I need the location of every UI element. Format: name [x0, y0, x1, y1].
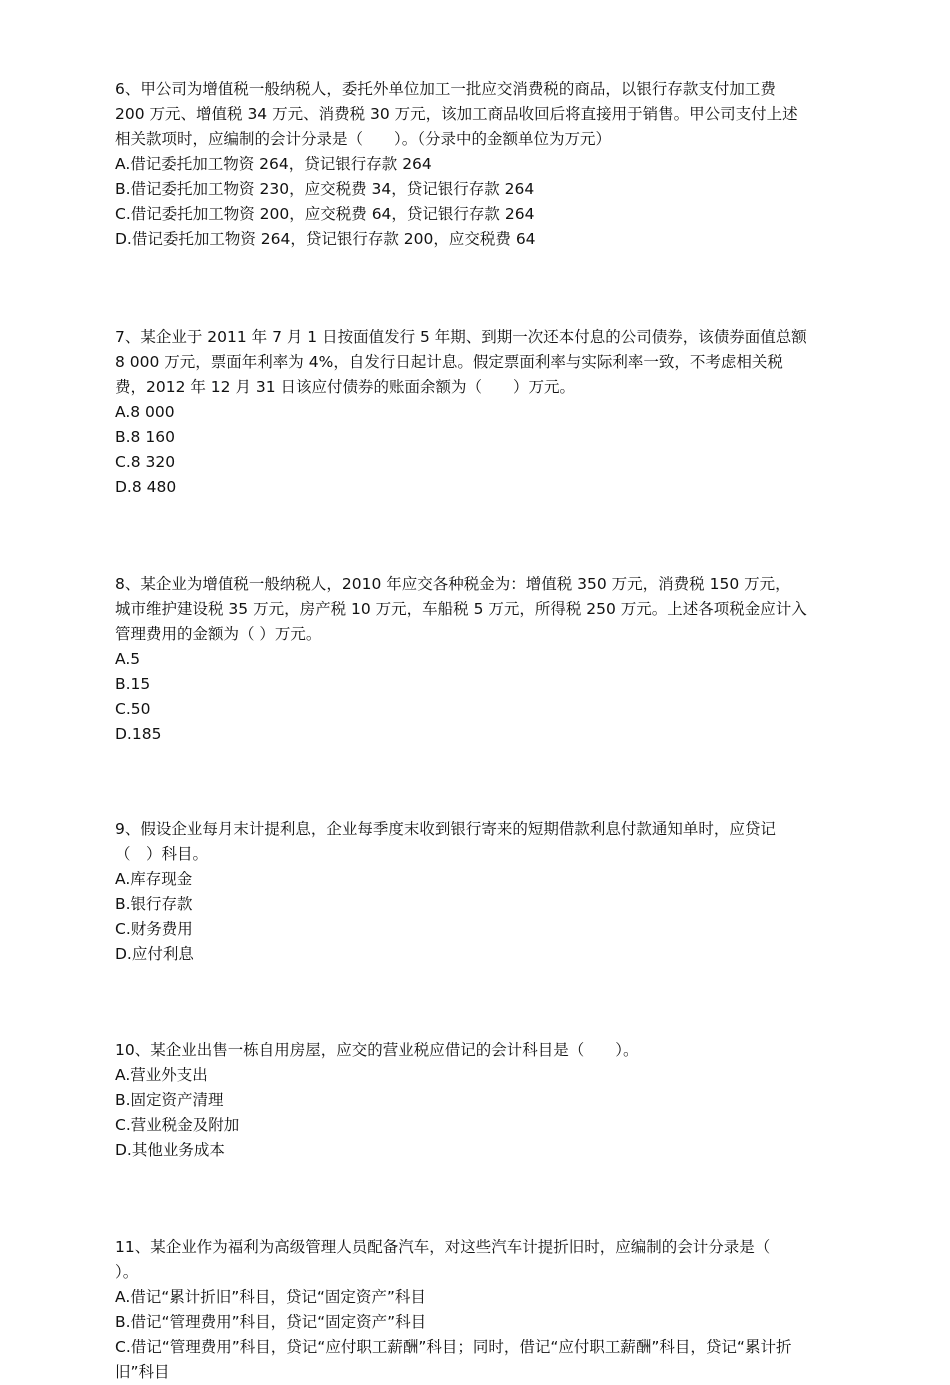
- document-page: [115, 77, 840, 1385]
- question-stem-line: （ ）科目。: [115, 845, 209, 863]
- question-stem-line: 6、甲公司为增值税一般纳税人，委托外单位加工一批应交消费税的商品，以银行存款支付加工费: [115, 80, 776, 98]
- option-c: C.营业税金及附加: [115, 1116, 240, 1134]
- question-stem-line: 7、某企业于 2011 年 7 月 1 日按面值发行 5 年期、到期一次还本付息的公司债券，该债券面值总额: [115, 328, 807, 346]
- option-a: A.营业外支出: [115, 1066, 208, 1084]
- question-stem-line: 200 万元、增值税 34 万元、消费税 30 万元，该加工商品收回后将直接用于销售。甲公司支付上述: [115, 105, 798, 123]
- option-c: C.借记“管理费用”科目，贷记“应付职工薪酬”科目；同时，借记“应付职工薪酬”科目，贷记“累计折: [115, 1338, 792, 1356]
- option-a: A.8 000: [115, 403, 175, 421]
- question-stem-line: 9、假设企业每月末计提利息，企业每季度末收到银行寄来的短期借款利息付款通知单时，应贷记: [115, 820, 776, 838]
- option-c-continued: 旧”科目: [115, 1363, 170, 1381]
- option-c: C.财务费用: [115, 920, 193, 938]
- question-stem-line: 管理费用的金额为（ ）万元。: [115, 625, 322, 643]
- question-8: [115, 572, 840, 747]
- option-b: B.借记委托加工物资 230，应交税费 34，贷记银行存款 264: [115, 180, 535, 198]
- option-d: D.其他业务成本: [115, 1141, 225, 1159]
- question-7: [115, 325, 840, 500]
- question-gap: [115, 500, 840, 572]
- option-c: C.借记委托加工物资 200，应交税费 64，贷记银行存款 264: [115, 205, 535, 223]
- question-gap: [115, 747, 840, 817]
- question-stem-line: 城市维护建设税 35 万元，房产税 10 万元，车船税 5 万元，所得税 250 万元。上述各项税金应计入: [115, 600, 807, 618]
- option-b: B.15: [115, 675, 151, 693]
- option-d: D.8 480: [115, 478, 177, 496]
- question-gap: [115, 967, 840, 1038]
- option-a: A.借记“累计折旧”科目，贷记“固定资产”科目: [115, 1288, 426, 1306]
- option-b: B.借记“管理费用”科目，贷记“固定资产”科目: [115, 1313, 427, 1331]
- option-c: C.50: [115, 700, 151, 718]
- question-9: [115, 817, 840, 967]
- option-d: D.借记委托加工物资 264，贷记银行存款 200，应交税费 64: [115, 230, 536, 248]
- option-a: A.借记委托加工物资 264，贷记银行存款 264: [115, 155, 432, 173]
- question-gap: [115, 1163, 840, 1235]
- option-a: A.库存现金: [115, 870, 193, 888]
- question-11: [115, 1235, 840, 1385]
- question-stem-line: ）。: [115, 1263, 139, 1281]
- question-10: [115, 1038, 840, 1163]
- question-stem-line: 相关款项时，应编制的会计分录是（ ）。（分录中的金额单位为万元）: [115, 130, 612, 148]
- question-stem-line: 8、某企业为增值税一般纳税人，2010 年应交各种税金为：增值税 350 万元，消费税 150 万元，: [115, 575, 791, 593]
- question-gap: [115, 252, 840, 325]
- question-stem-line: 8 000 万元，票面年利率为 4%，自发行日起计息。假定票面利率与实际利率一致，不考虑相关税: [115, 353, 783, 371]
- option-b: B.银行存款: [115, 895, 193, 913]
- option-c: C.8 320: [115, 453, 176, 471]
- question-6: [115, 77, 840, 252]
- question-stem-line: 10、某企业出售一栋自用房屋，应交的营业税应借记的会计科目是（ ）。: [115, 1041, 639, 1059]
- question-stem-line: 11、某企业作为福利为高级管理人员配备汽车，对这些汽车计提折旧时，应编制的会计分录是（: [115, 1238, 771, 1256]
- option-d: D.应付利息: [115, 945, 194, 963]
- option-a: A.5: [115, 650, 141, 668]
- option-b: B.8 160: [115, 428, 175, 446]
- option-b: B.固定资产清理: [115, 1091, 224, 1109]
- question-stem-line: 费，2012 年 12 月 31 日该应付债券的账面余额为（ ）万元。: [115, 378, 576, 396]
- option-d: D.185: [115, 725, 162, 743]
